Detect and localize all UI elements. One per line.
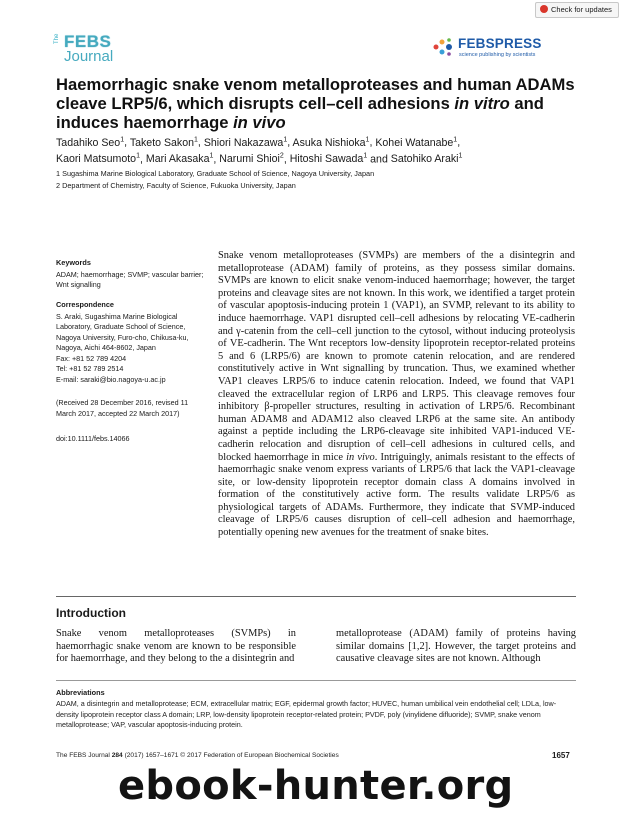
author: Mari Akasaka$^1$ (145, 152, 214, 166)
received-dates: (Received 28 December 2016, revised 11 March 2017, accepted 22 March 2017) (56, 398, 189, 418)
author: Asuka Nishioka$^1$ (292, 136, 370, 149)
journal-logo-febs: FEBS (64, 32, 112, 51)
doi[interactable]: doi:10.1111/febs.14066 (56, 434, 130, 443)
author: Tadahiko Seo$^1$ (56, 136, 125, 149)
introduction-column-1: Snake venom metalloproteases (SVMPs) in haemorrhagic snake venom are known to be responsible for haemorrhage, and they belong to the a disintegrin and (56, 628, 296, 665)
correspondence-line: Fax: +81 52 789 4204 (56, 353, 127, 363)
author: Shiori Nakazawa$^1$ (203, 136, 288, 149)
correspondence-line: Nagoya, Aichi 464-8602, Japan (56, 343, 156, 352)
check-updates-label: Check for updates (551, 5, 612, 14)
section-divider (56, 596, 576, 597)
author: Kohei Watanabe$^1$ (375, 136, 458, 149)
abstract-text-2: . Intriguingly, animals resistant to the effects of haemorrhagic snake venom express variants of LRP5/6 that lack the VAP1-cleavage site, or low-density lipoprotein receptor domain class A domains involved in formation of the constitutively active form. The results validate LRP5/6 as physiological targets of ADAMs. Furthermore, they indicate that SVMP-induced cleavage of LRP5/6 causes disruption of cell–cell adhesion and haemorrhage, potentially opening new avenues for the treatment of snake bites. (218, 451, 575, 539)
author: Hitoshi Sawada$^1$ (289, 152, 368, 166)
febs-press-tagline: science publishing by scientists (459, 52, 536, 58)
author: Taketo Sakon$^1$ (129, 136, 198, 149)
update-icon (540, 5, 548, 13)
affiliation-1: 1 Sugashima Marine Biological Laboratory, Graduate School of Science, Nagoya University, Japan (56, 169, 375, 178)
febs-press-logo-icon (432, 37, 456, 57)
abbreviations-text: ADAM, a disintegrin and metalloprotease; ECM, extracellular matrix; EGF, epidermal growth factor; HUVEC, human umbilical vein endothelial cell; LDLa, low-density lipoprotein receptor class A domain; LRP, low-density lipoprotein receptor-related protein; PVDF, poly (vinylidene difluoride); SVMP, snake venom metalloprotease; VAP, vascular apoptosis-inducing protein. (56, 699, 557, 729)
correspondence-email[interactable]: E-mail: saraki@bio.nagoya-u.ac.jp (56, 374, 166, 384)
page-number: 1657 (552, 751, 570, 760)
keywords-heading: Keywords (56, 258, 91, 267)
watermark: ebook-hunter.org (118, 763, 514, 809)
correspondence-line: Laboratory, Graduate School of Science, (56, 322, 186, 331)
correspondence-line: Tel: +81 52 789 2514 (56, 364, 124, 373)
abstract (218, 250, 575, 540)
journal-logo (54, 30, 62, 62)
footer-citation: (2017) 1657–1671 © 2017 Federation of European Biochemical Societies (122, 752, 339, 759)
author-list: Tadahiko Seo$^1$, Taketo Sakon$^1$, Shiori Nakazawa$^1$, Asuka Nishioka$^1$, Kohei Watanabe$^1$, Kaori Matsumoto$^1$, Mari Akasaka$^1$, Narumi Shioi$^2$, Hitoshi Sawada$^1$ and Satohiko Araki$^1$ (56, 136, 463, 166)
correspondence-block (56, 300, 206, 385)
author: Narumi Shioi$^2$ (219, 152, 284, 166)
keywords-text: ADAM; haemorrhage; SVMP; vascular barrier; Wnt signalling (56, 269, 204, 289)
affiliation-2: 2 Department of Chemistry, Faculty of Science, Fukuoka University, Japan (56, 181, 296, 190)
author: Kaori Matsumoto$^1$ (56, 152, 140, 166)
febs-press-logo-name: FEBSPRESS (458, 36, 542, 51)
correspondence-line: Nagoya University, Furo-cho, Chikusa-ku, (56, 332, 189, 342)
correspondence-line: S. Araki, Sugashima Marine Biological (56, 311, 178, 321)
page-footer (56, 752, 339, 759)
title-italic-1: in vitro (454, 94, 510, 113)
correspondence-heading: Correspondence (56, 300, 114, 309)
abstract-text-1: Snake venom metalloproteases (SVMPs) are members of the a disintegrin and metalloprotease (ADAM) family of proteins, as they possess similar domains. SVMPs are known to elicit snake venom-induced haemorrhage; however, the target proteins and cleavage sites are not known. In this work, we identified a target protein of vascular apoptosis-inducing protein 1 (VAP1), an SVMP, relevant to its ability to induce haemorrhage. VAP1 disrupted cell–cell adhesions by relocating VE-cadherin and γ-catenin from the cell–cell junction to the cytosol, without inducing proteolysis of VE-cadherin. The Wnt receptors low-density lipoprotein receptor-related proteins 5 and 6 (LRP5/6) are known to promote catenin relocation, and are rendered constitutively active in Wnt signalling by truncation. Thus, we examined whether VAP1 cleaves LRP5/6 to induce catenin relocation. Indeed, we found that VAP1 cleaved the extracellular region of LRP6 and LRP5. This cleavage removes four inhibitory β-propeller structures, resulting in activation of LRP5/6. Recombinant human ADAM8 and ADAM12 also cleaved LRP6 at the same site. An antibody against a peptide including the LRP6-cleavage site inhibited VAP1-induced VE-cadherin relocation and disruption of cell–cell adhesions in cultured cells, and blocked haemorrhage in mice (218, 250, 575, 463)
footer-journal: The FEBS Journal (56, 752, 112, 759)
title-italic-2: in vivo (233, 113, 286, 132)
introduction-heading: Introduction (56, 606, 126, 620)
title-text-1: Haemorrhagic snake venom metalloproteases and human ADAMs cleave LRP5/6, which disrupts cell–cell adhesions (56, 75, 575, 113)
abbreviations-divider (56, 680, 576, 681)
article-title (56, 75, 576, 132)
abstract-italic: in vivo (346, 451, 375, 463)
journal-logo-name: Journal (64, 48, 114, 65)
journal-logo-the: The (54, 33, 60, 44)
check-for-updates-button[interactable] (535, 2, 619, 18)
footer-volume: 284 (111, 752, 123, 759)
title-text-2: and induces haemorrhage (56, 94, 544, 132)
affiliations (56, 168, 576, 192)
author: Satohiko Araki$^1$ (390, 152, 463, 166)
introduction-column-2: metalloprotease (ADAM) family of proteins having similar domains [1,2]. However, the target proteins and causative cleavage sites are not known. Although (336, 628, 576, 665)
abbreviations-heading: Abbreviations (56, 688, 105, 697)
keywords-block (56, 258, 206, 291)
